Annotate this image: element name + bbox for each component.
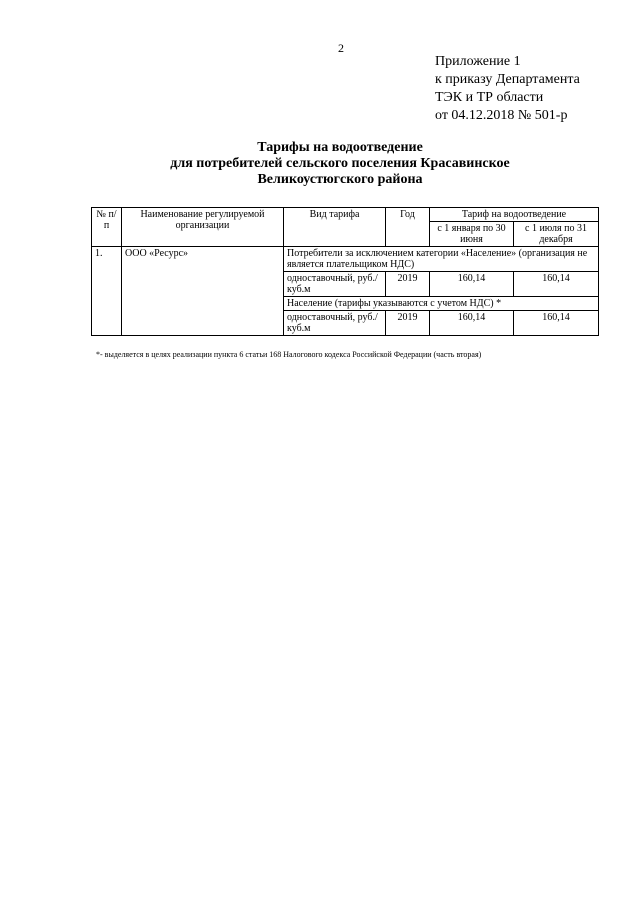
cell-group2-label: Население (тарифы указываются с учетом НДС) * xyxy=(284,297,599,311)
header-num: № п/п xyxy=(92,208,122,247)
header-kind: Вид тарифа xyxy=(284,208,386,247)
appendix-line-1: Приложение 1 xyxy=(435,54,521,69)
document-title xyxy=(60,140,620,188)
cell-group1-value1: 160,14 xyxy=(430,272,514,297)
header-org: Наименование регулируемой организации xyxy=(122,208,284,247)
footnote: *- выделяется в целях реализации пункта 6 статьи 168 Налогового кодекса Российской Федерации (часть вторая) xyxy=(96,350,482,359)
table-header-row xyxy=(92,208,599,222)
title-line-2: для потребителей сельского поселения Красавинское xyxy=(170,156,510,171)
cell-num: 1. xyxy=(92,247,122,336)
title-line-3: Великоустюгского района xyxy=(257,172,423,187)
header-period-1: с 1 января по 30 июня xyxy=(430,222,514,247)
table-row xyxy=(92,247,599,272)
page-number: 2 xyxy=(338,41,344,55)
cell-group1-value2: 160,14 xyxy=(514,272,599,297)
header-period-2: с 1 июля по 31 декабря xyxy=(514,222,599,247)
cell-group1-label: Потребители за исключением категории «Население» (организация не является плательщиком НДС) xyxy=(284,247,599,272)
title-line-1: Тарифы на водоотведение xyxy=(257,140,423,155)
cell-group1-kind: одноставочный, руб./куб.м xyxy=(284,272,386,297)
header-tariff: Тариф на водоотведение xyxy=(430,208,599,222)
appendix-block xyxy=(435,53,580,125)
cell-group2-kind: одноставочный, руб./куб.м xyxy=(284,311,386,336)
appendix-line-3: ТЭК и ТР области xyxy=(435,90,544,105)
tariff-table xyxy=(91,207,599,336)
cell-group2-value2: 160,14 xyxy=(514,311,599,336)
cell-group2-value1: 160,14 xyxy=(430,311,514,336)
cell-org: ООО «Ресурс» xyxy=(122,247,284,336)
cell-group2-year: 2019 xyxy=(386,311,430,336)
appendix-line-4: от 04.12.2018 № 501-р xyxy=(435,108,568,123)
appendix-line-2: к приказу Департамента xyxy=(435,72,580,87)
cell-group1-year: 2019 xyxy=(386,272,430,297)
header-year: Год xyxy=(386,208,430,247)
